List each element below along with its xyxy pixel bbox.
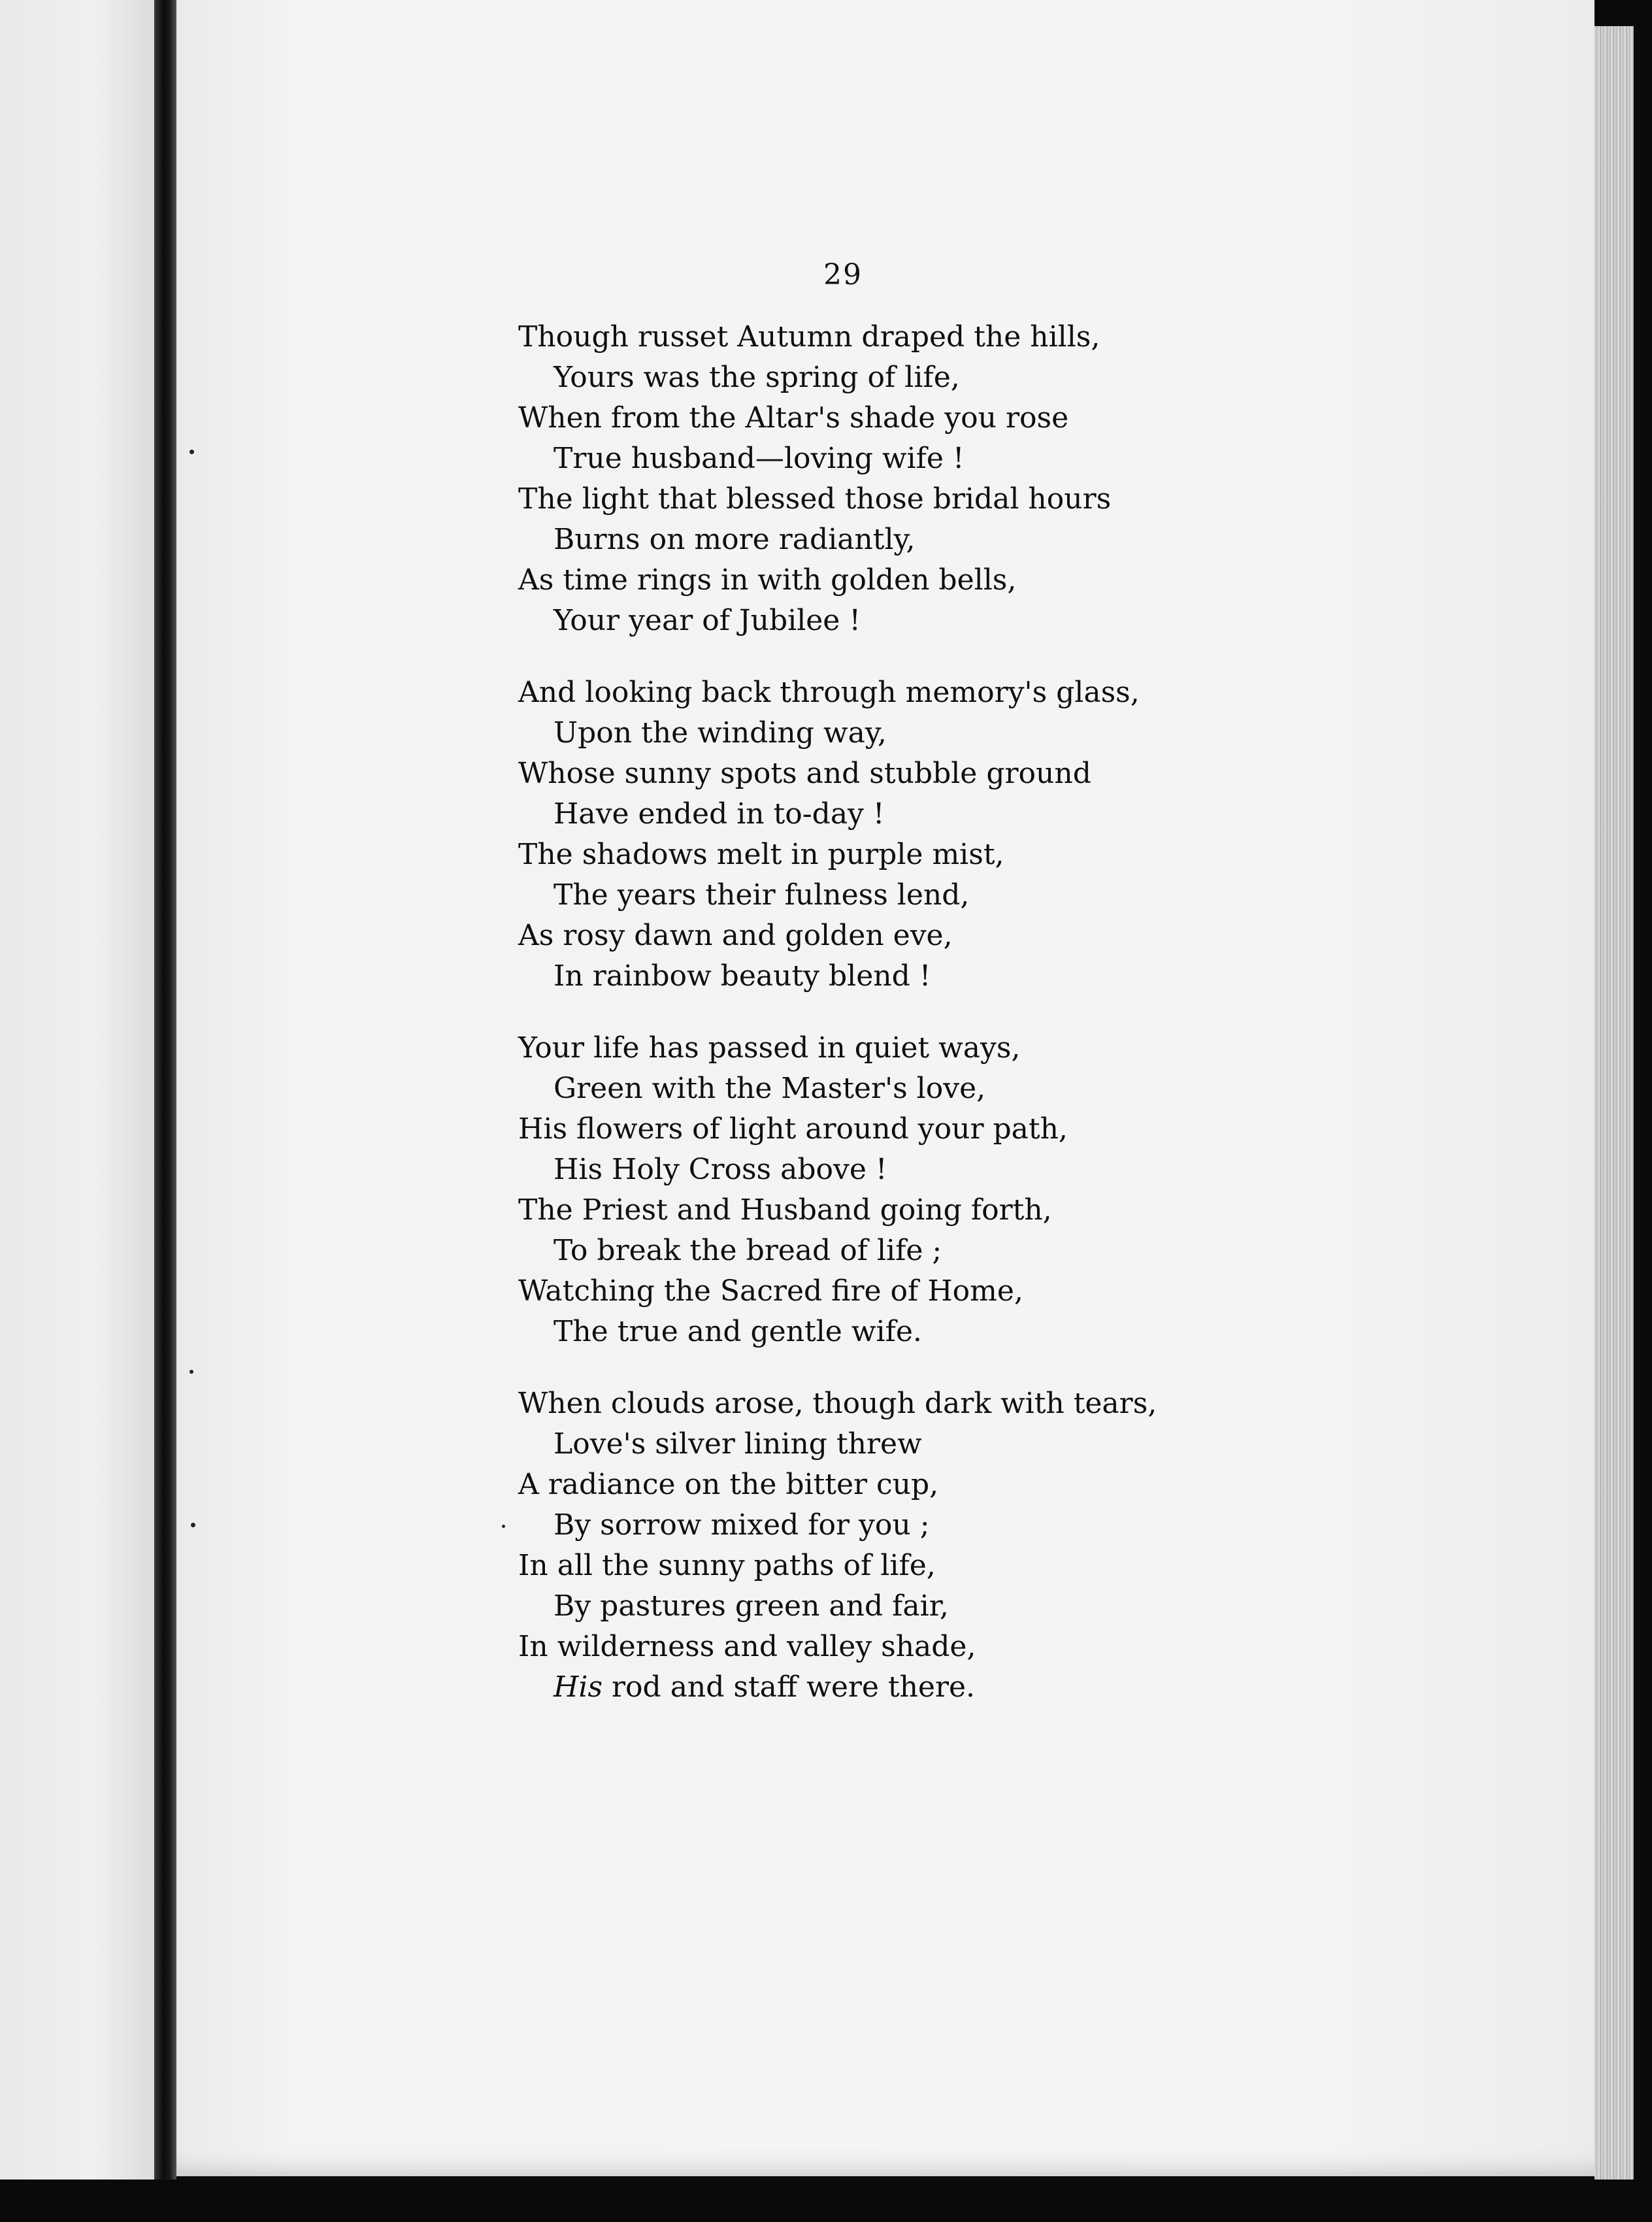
poem-line: In rainbow beauty blend ! [553, 959, 931, 993]
poem-line: As rosy dawn and golden eve, [518, 919, 953, 952]
poem-line: In wilderness and valley shade, [518, 1630, 976, 1663]
poem-stanza [518, 672, 1368, 997]
poem-stanza [518, 1028, 1368, 1352]
poem-line: Your life has passed in quiet ways, [518, 1031, 1021, 1065]
poem-line: Your year of Jubilee ! [553, 604, 861, 637]
book-gutter [154, 0, 176, 2222]
poem-line: Have ended in to-day ! [553, 797, 885, 831]
poem-line: A radiance on the bitter cup, [518, 1468, 939, 1501]
poem-line: Burns on more radiantly, [553, 523, 916, 556]
poem-line: True husband—loving wife ! [553, 442, 965, 475]
poem-line: Upon the winding way, [553, 716, 887, 750]
poem-line-text: rod and staff were there. [603, 1670, 976, 1704]
page-number: 29 [823, 258, 863, 291]
poem-line: The Priest and Husband going forth, [518, 1193, 1052, 1227]
scan-border-right [1634, 0, 1652, 2222]
poem-stanza [518, 1384, 1368, 1708]
poem-line: The true and gentle wife. [553, 1315, 922, 1348]
poem-line: The years their fulness lend, [553, 878, 970, 912]
poem-line: To break the bread of life ; [553, 1234, 942, 1267]
poem-line: Green with the Master's love, [553, 1072, 986, 1105]
scan-speck [190, 450, 194, 454]
poem-line: When clouds arose, though dark with tears, [518, 1387, 1157, 1420]
scan-border-bottom [0, 2180, 1652, 2222]
poem-line: In all the sunny paths of life, [518, 1549, 936, 1582]
poem-line: By sorrow mixed for you ; [553, 1508, 930, 1542]
page-stack-edges [1594, 26, 1634, 2196]
facing-page-edge [0, 0, 154, 2180]
poem-line: As time rings in with golden bells, [518, 563, 1017, 597]
poem-line: The light that blessed those bridal hours [518, 482, 1112, 516]
poem-line: Though russet Autumn draped the hills, [518, 320, 1100, 354]
poem-stanza [518, 317, 1368, 641]
poem-line: Whose sunny spots and stubble ground [518, 757, 1091, 790]
poem-line: Yours was the spring of life, [553, 361, 960, 394]
poem-line: His Holy Cross above ! [553, 1153, 887, 1186]
poem-line: His flowers of light around your path, [518, 1112, 1068, 1146]
scan-speck [502, 1525, 505, 1528]
italic-word: His [553, 1670, 603, 1704]
poem-line: When from the Altar's shade you rose [518, 401, 1069, 435]
poem [518, 317, 1368, 1739]
scan-speck [191, 1523, 195, 1527]
poem-line: And looking back through memory's glass, [518, 676, 1140, 709]
scan-speck [190, 1370, 193, 1374]
poem-line: The shadows melt in purple mist, [518, 838, 1004, 871]
poem-line: Love's silver lining threw [553, 1427, 922, 1461]
poem-line: By pastures green and fair, [553, 1589, 949, 1623]
poem-line [518, 1667, 1368, 1708]
poem-line: Watching the Sacred fire of Home, [518, 1274, 1023, 1308]
